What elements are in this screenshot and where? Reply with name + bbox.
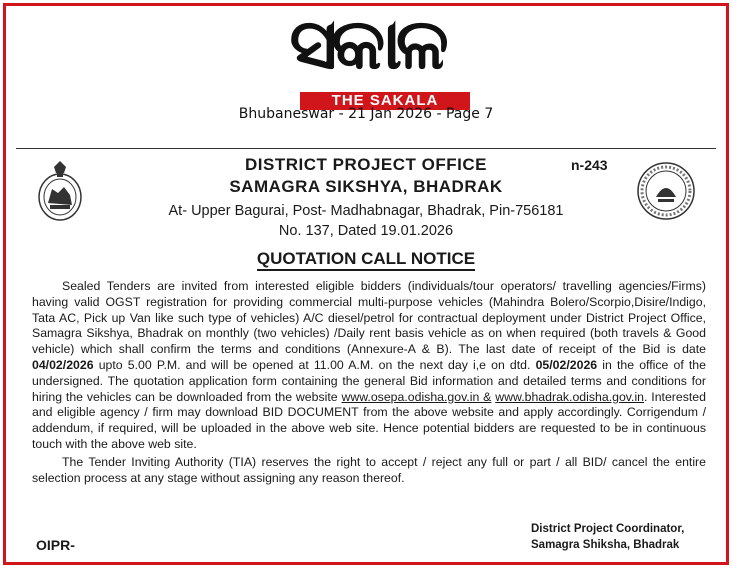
logo-script-text: ସକାଳ: [289, 3, 443, 85]
office-subtitle: SAMAGRA SIKSHYA, BHADRAK: [229, 177, 503, 196]
oipr-label: OIPR-: [36, 537, 75, 553]
para1-text-d: . Interested and eligible agency / firm may download BID DOCUMENT from the above website and apply accordingly. Corrigendum / addendum, if required, will be uploaded in the above web site. Hence potential bidders are requested to be in continuous touch with the above web site.: [32, 389, 706, 451]
para1-text-c: in the office of the undersigned. The quotation application form containing the general Bid information and detailed terms and conditions for hiring the vehicles can be downloaded from the website: [32, 357, 706, 404]
notice-body: [32, 279, 706, 486]
logo-band: THE SAKALA: [300, 92, 470, 110]
para1-text-b: upto 5.00 P.M. and will be opened at 11.00 A.M. on the next day i,e on dtd.: [98, 357, 531, 372]
website-link-bhadrak[interactable]: www.bhadrak.odisha.gov.in: [495, 389, 645, 404]
reference-number: No. 137, Dated 19.01.2026: [278, 223, 454, 239]
signatory: [531, 521, 711, 553]
notice-heading: [16, 249, 716, 269]
website-link-osepa[interactable]: www.osepa.odisha.gov.in &: [341, 389, 492, 404]
para1-text-a: Sealed Tenders are invited from interested eligible bidders (individuals/tour operators/ travelling agencies/Firms) having valid OGST registration for providing commercial multi-purpose vehicles (Mahindra Bolero/Scorpio,Disire/Indigo, Tata AC, Pick up Van like such type of vehicles) A/C diesel/petrol for contractual deployment under District Project Office, Samagra Sikshya, Bhadrak on monthly (two vehicles) /Daily rent basis vehicle as on when required (both travels & Good vehicle) which shall confirm the terms and conditions (Annexure-A & B). The last date of receipt of the Bid is date: [32, 279, 706, 357]
office-title: DISTRICT PROJECT OFFICE: [245, 155, 487, 174]
dateline: Bhubaneswar - 21 Jan 2026 - Page 7: [238, 106, 494, 122]
office-address: At- Upper Bagurai, Post- Madhabnagar, Bhadrak, Pin-756181: [168, 203, 564, 219]
receipt-date: 04/02/2026: [32, 357, 94, 372]
notice-heading-text: QUOTATION CALL NOTICE: [257, 249, 475, 271]
masthead: [0, 3, 732, 109]
notice-number: n-243: [571, 157, 608, 173]
paragraph-2: The Tender Inviting Authority (TIA) reserves the right to accept / reject any full or part / all BID/ cancel the entire selection process at any stage without assigning any reason thereof.: [32, 454, 706, 485]
sakala-logo: [226, 3, 506, 109]
quotation-notice: [16, 148, 716, 557]
paragraph-1: [32, 279, 706, 453]
signatory-line-2: Samagra Shiksha, Bhadrak: [531, 539, 680, 551]
signatory-line-1: District Project Coordinator,: [531, 523, 685, 535]
opening-date: 05/02/2026: [535, 357, 598, 372]
